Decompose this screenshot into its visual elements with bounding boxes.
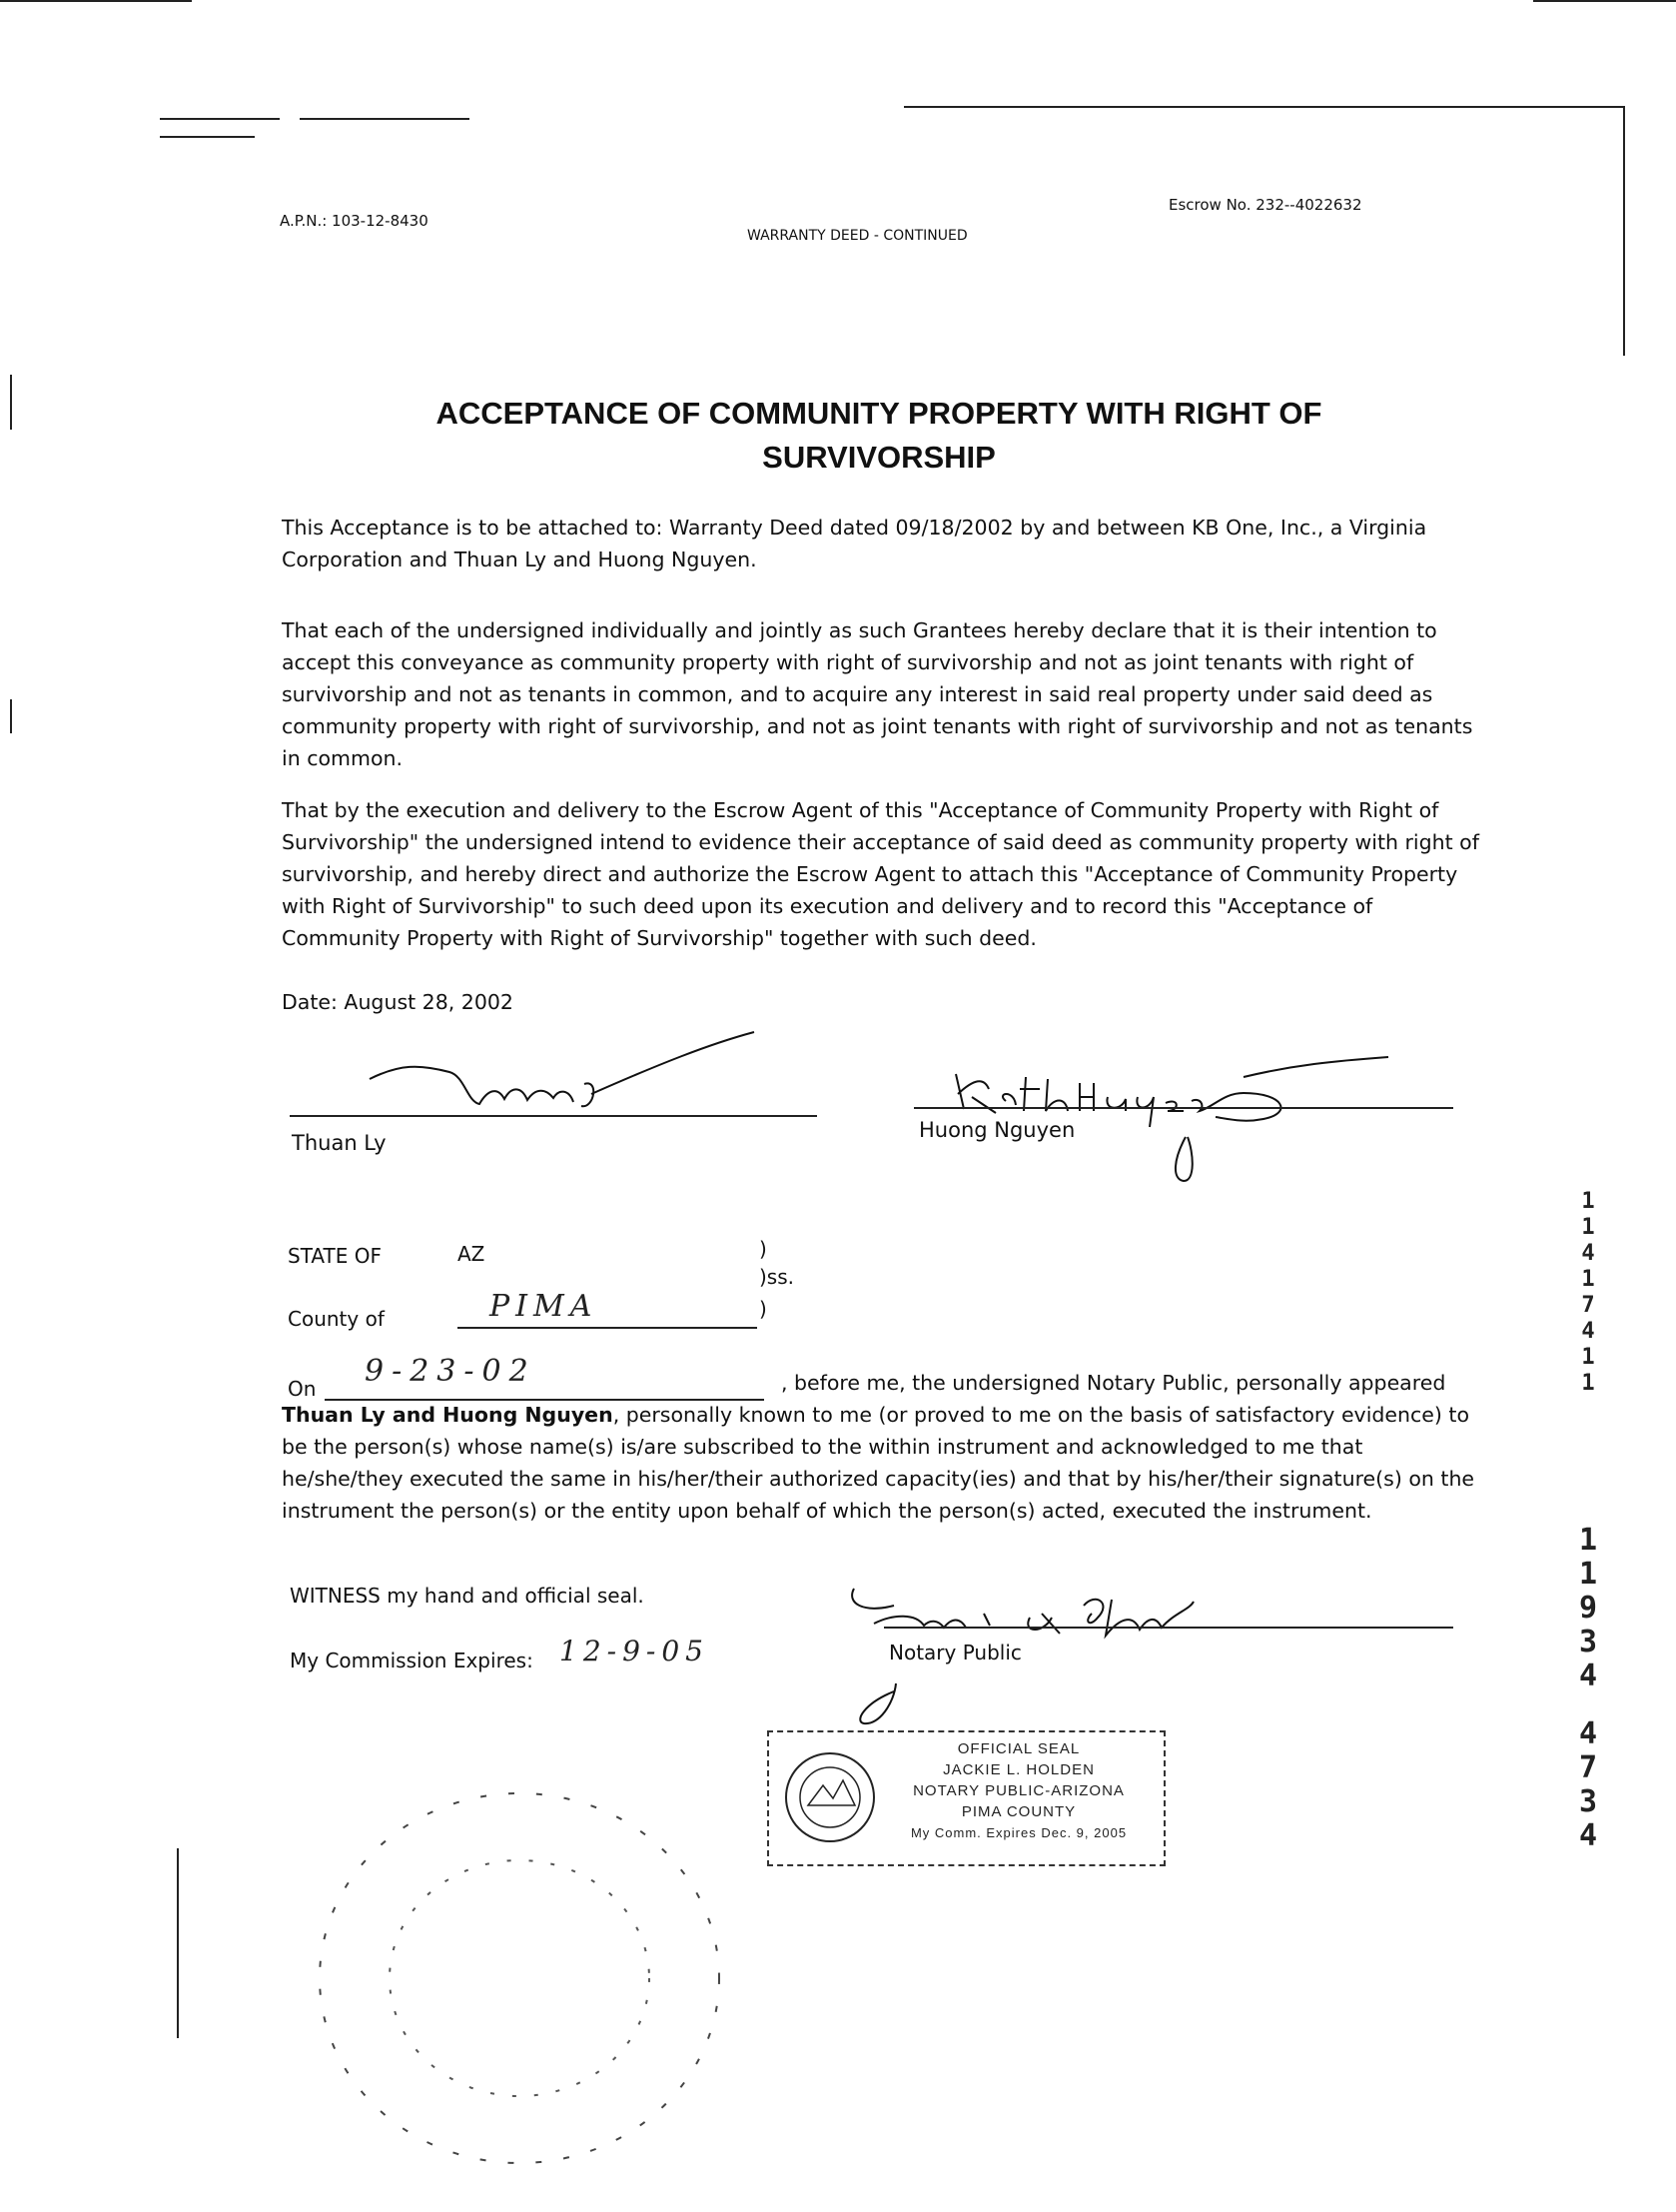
side-digit: 4 <box>1578 1659 1598 1693</box>
notary-signature-line <box>884 1627 1453 1629</box>
thuan-ly-signature-line <box>290 1115 817 1117</box>
header-rule-a <box>160 118 280 120</box>
side-digit: 4 <box>1581 1319 1595 1344</box>
venue-paren-top: ) <box>759 1237 767 1261</box>
side-digit: 1 <box>1581 1189 1595 1214</box>
embossed-seal-impression <box>290 1778 789 2178</box>
commission-label: My Commission Expires: <box>290 1649 533 1672</box>
state-seal-emblem <box>783 1750 878 1845</box>
county-line <box>457 1327 757 1329</box>
document-title <box>380 392 1378 480</box>
venue-ss: )ss. <box>759 1265 794 1289</box>
side-recording-stamp-upper <box>1573 1189 1603 1397</box>
side-digit: 7 <box>1578 1750 1598 1785</box>
commission-date-handwritten: 12-9-05 <box>559 1635 709 1667</box>
county-label: County of <box>288 1307 385 1331</box>
thuan-ly-name: Thuan Ly <box>292 1131 387 1155</box>
margin-mark-3 <box>177 1848 179 2038</box>
escrow-number: Escrow No. 232--4022632 <box>1169 196 1362 214</box>
margin-mark-1 <box>10 375 12 430</box>
notary-seal-stamp <box>767 1730 1166 1866</box>
side-digit: 7 <box>1581 1293 1595 1318</box>
ack-text-after: , personally known to me (or proved to me on the basis of satisfactory evidence) to be the person(s) whose name(s) is/are subscribed to the within instrument and acknowledged to me that he/she/they executed the same in his/her/their authorized capacity(ies) and that by his/her/their signature(s) on the instrument the person(s) or the entity upon behalf of which the person(s) acted, executed the instrument. <box>282 1403 1475 1523</box>
witness-statement: WITNESS my hand and official seal. <box>290 1584 644 1608</box>
huong-nguyen-signature <box>944 1019 1403 1189</box>
top-rule-left <box>0 0 192 2</box>
deed-continued-caption: WARRANTY DEED - CONTINUED <box>747 228 968 244</box>
attachment-paragraph: This Acceptance is to be attached to: Warranty Deed dated 09/18/2002 by and between KB One, Inc., a Virginia Corporation and Thuan Ly and Huong Nguyen. <box>282 516 1427 571</box>
title-line-2: SURVIVORSHIP <box>762 440 996 475</box>
side-digit: 1 <box>1578 1557 1598 1592</box>
declaration-paragraph: That each of the undersigned individually and jointly as such Grantees hereby declare that it is their intention to accept this conveyance as community property with right of survivorship and not as joint tenants with right of survivorship and not as tenants in common, and to acquire any interest in said real property under said deed as community property with right of survivorship, and not as joint tenants with right of survivorship and not as tenants in common. <box>282 618 1473 770</box>
county-handwritten: PIMA <box>489 1289 598 1324</box>
notary-public-label: Notary Public <box>889 1641 1022 1664</box>
side-digit: 1 <box>1581 1371 1595 1396</box>
thuan-ly-signature <box>360 1024 759 1124</box>
state-value: AZ <box>457 1242 485 1266</box>
huong-nguyen-name: Huong Nguyen <box>919 1118 1076 1142</box>
venue-paren-bottom: ) <box>759 1297 767 1321</box>
frame-right <box>1623 106 1625 356</box>
top-rule-right <box>1533 0 1676 2</box>
acknowledgment-paragraph <box>282 1367 1490 1527</box>
seal-notary-name: JACKIE L. HOLDEN <box>943 1761 1095 1778</box>
seal-county: PIMA COUNTY <box>961 1803 1077 1820</box>
ack-text-before: , before me, the undersigned Notary Public, personally appeared <box>781 1371 1446 1395</box>
side-digit: 4 <box>1581 1241 1595 1266</box>
side-digit: 1 <box>1581 1345 1595 1370</box>
seal-official: OFFICIAL SEAL <box>957 1740 1081 1757</box>
acknowledgment-date-handwritten: 9-23-02 <box>365 1354 536 1389</box>
apn-number: A.P.N.: 103-12-8430 <box>280 212 428 230</box>
seal-notary-state: NOTARY PUBLIC-ARIZONA <box>913 1782 1125 1799</box>
seal-expiration: My Comm. Expires Dec. 9, 2005 <box>910 1825 1128 1840</box>
notary-signature <box>834 1544 1313 1723</box>
side-digit: 9 <box>1578 1591 1598 1626</box>
side-digit: 3 <box>1578 1784 1598 1819</box>
title-line-1: ACCEPTANCE OF COMMUNITY PROPERTY WITH RIGHT OF <box>435 396 1322 431</box>
frame-top-right <box>904 106 1623 108</box>
seal-text-block <box>884 1738 1154 1843</box>
ack-names: Thuan Ly and Huong Nguyen <box>282 1403 613 1427</box>
margin-mark-2 <box>10 699 12 733</box>
side-digit: 1 <box>1581 1267 1595 1292</box>
state-label: STATE OF <box>288 1244 382 1268</box>
header-rule-b <box>300 118 469 120</box>
header-rule-c <box>160 136 255 138</box>
side-digit: 4 <box>1578 1818 1598 1853</box>
acceptance-date: Date: August 28, 2002 <box>282 990 513 1014</box>
side-digit: 4 <box>1578 1716 1598 1751</box>
side-digit: 1 <box>1581 1215 1595 1240</box>
huong-nguyen-signature-line <box>914 1107 1453 1109</box>
side-recording-stamp-lower <box>1573 1524 1603 1853</box>
side-digit: 3 <box>1578 1625 1598 1659</box>
side-digit: 1 <box>1578 1523 1598 1558</box>
on-label: On <box>288 1377 317 1401</box>
execution-paragraph: That by the execution and delivery to the Escrow Agent of this "Acceptance of Community Property with Right of Survivorship" the undersigned intend to evidence their acceptance of said deed as community property with right of survivorship, and hereby direct and authorize the Escrow Agent to attach this "Acceptance of Community Property with Right of Survivorship" to such deed upon its execution and delivery and to record this "Acceptance of Community Property with Right of Survivorship" together with such deed. <box>282 798 1479 950</box>
